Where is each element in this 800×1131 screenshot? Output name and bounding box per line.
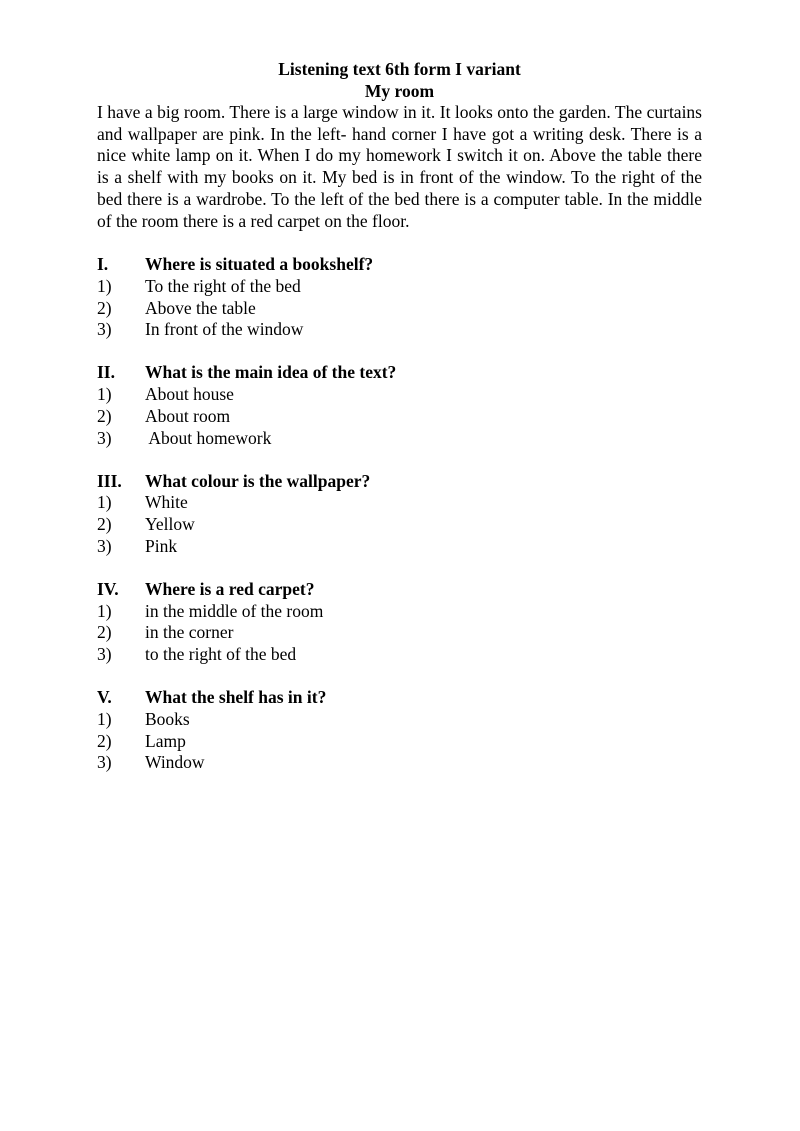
option-text: White xyxy=(145,492,188,513)
option-number: 3) xyxy=(97,752,112,773)
question-number: III. xyxy=(97,470,122,491)
answer-option xyxy=(97,406,702,428)
answer-option xyxy=(97,752,702,774)
answer-option xyxy=(97,709,702,731)
document-subtitle: My room xyxy=(364,81,435,101)
option-number: 1) xyxy=(97,384,112,405)
option-number: 3) xyxy=(97,644,112,665)
option-number: 2) xyxy=(97,405,112,426)
answer-option xyxy=(97,492,702,514)
question-number: I. xyxy=(97,254,109,275)
answer-option xyxy=(97,622,702,644)
question-text: Where is a red carpet? xyxy=(145,578,315,599)
question-list xyxy=(97,254,702,774)
answer-option xyxy=(97,298,702,320)
question-block xyxy=(97,579,702,666)
question-block xyxy=(97,471,702,558)
question-heading xyxy=(97,471,702,493)
question-heading xyxy=(97,579,702,601)
option-text: About homework xyxy=(145,427,272,448)
option-number: 2) xyxy=(97,297,112,318)
option-number: 3) xyxy=(97,427,112,448)
question-text: What colour is the wallpaper? xyxy=(145,470,371,491)
option-number: 1) xyxy=(97,275,112,296)
question-number: IV. xyxy=(97,578,119,599)
answer-option xyxy=(97,384,702,406)
question-heading xyxy=(97,687,702,709)
option-text: Lamp xyxy=(145,730,186,751)
option-text: in the corner xyxy=(145,622,234,643)
option-text: Above the table xyxy=(145,297,256,318)
question-block xyxy=(97,687,702,774)
option-text: in the middle of the room xyxy=(145,600,324,621)
document-title: Listening text 6th form I variant xyxy=(278,59,521,79)
question-text: What is the main idea of the text? xyxy=(145,362,397,383)
option-number: 3) xyxy=(97,319,112,340)
question-heading xyxy=(97,254,702,276)
option-text: Books xyxy=(145,708,190,729)
question-text: What the shelf has in it? xyxy=(145,687,327,708)
question-block xyxy=(97,254,702,341)
option-text: About house xyxy=(145,384,234,405)
answer-option xyxy=(97,514,702,536)
option-number: 2) xyxy=(97,514,112,535)
option-number: 2) xyxy=(97,622,112,643)
question-heading xyxy=(97,362,702,384)
answer-option xyxy=(97,319,702,341)
question-number: V. xyxy=(97,687,112,708)
question-text: Where is situated a bookshelf? xyxy=(145,254,374,275)
question-block xyxy=(97,362,702,449)
option-number: 1) xyxy=(97,600,112,621)
option-text: Yellow xyxy=(145,514,195,535)
answer-option xyxy=(97,601,702,623)
option-text: About room xyxy=(145,405,231,426)
option-text: To the right of the bed xyxy=(145,275,301,296)
answer-option xyxy=(97,536,702,558)
option-text: Window xyxy=(145,752,205,773)
answer-option xyxy=(97,428,702,450)
question-number: II. xyxy=(97,362,115,383)
option-number: 2) xyxy=(97,730,112,751)
option-text: Pink xyxy=(145,535,178,556)
answer-option xyxy=(97,644,702,666)
option-text: to the right of the bed xyxy=(145,644,297,665)
option-text: In front of the window xyxy=(145,319,304,340)
option-number: 3) xyxy=(97,535,112,556)
option-number: 1) xyxy=(97,492,112,513)
answer-option xyxy=(97,731,702,753)
option-number: 1) xyxy=(97,708,112,729)
answer-option xyxy=(97,276,702,298)
listening-passage: I have a big room. There is a large window in it. It looks onto the garden. The curtains and wallpaper are pink. In the left- hand corner I have got a writing desk. There is a nice white lamp on it. When I do my homework I switch it on. Above the table there is a shelf with my books on it. My bed is in front of the window. To the right of the bed there is a wardrobe. To the left of the bed there is a computer table. In the middle of the room there is a red carpet on the floor. xyxy=(97,102,702,231)
document-page xyxy=(97,58,702,795)
